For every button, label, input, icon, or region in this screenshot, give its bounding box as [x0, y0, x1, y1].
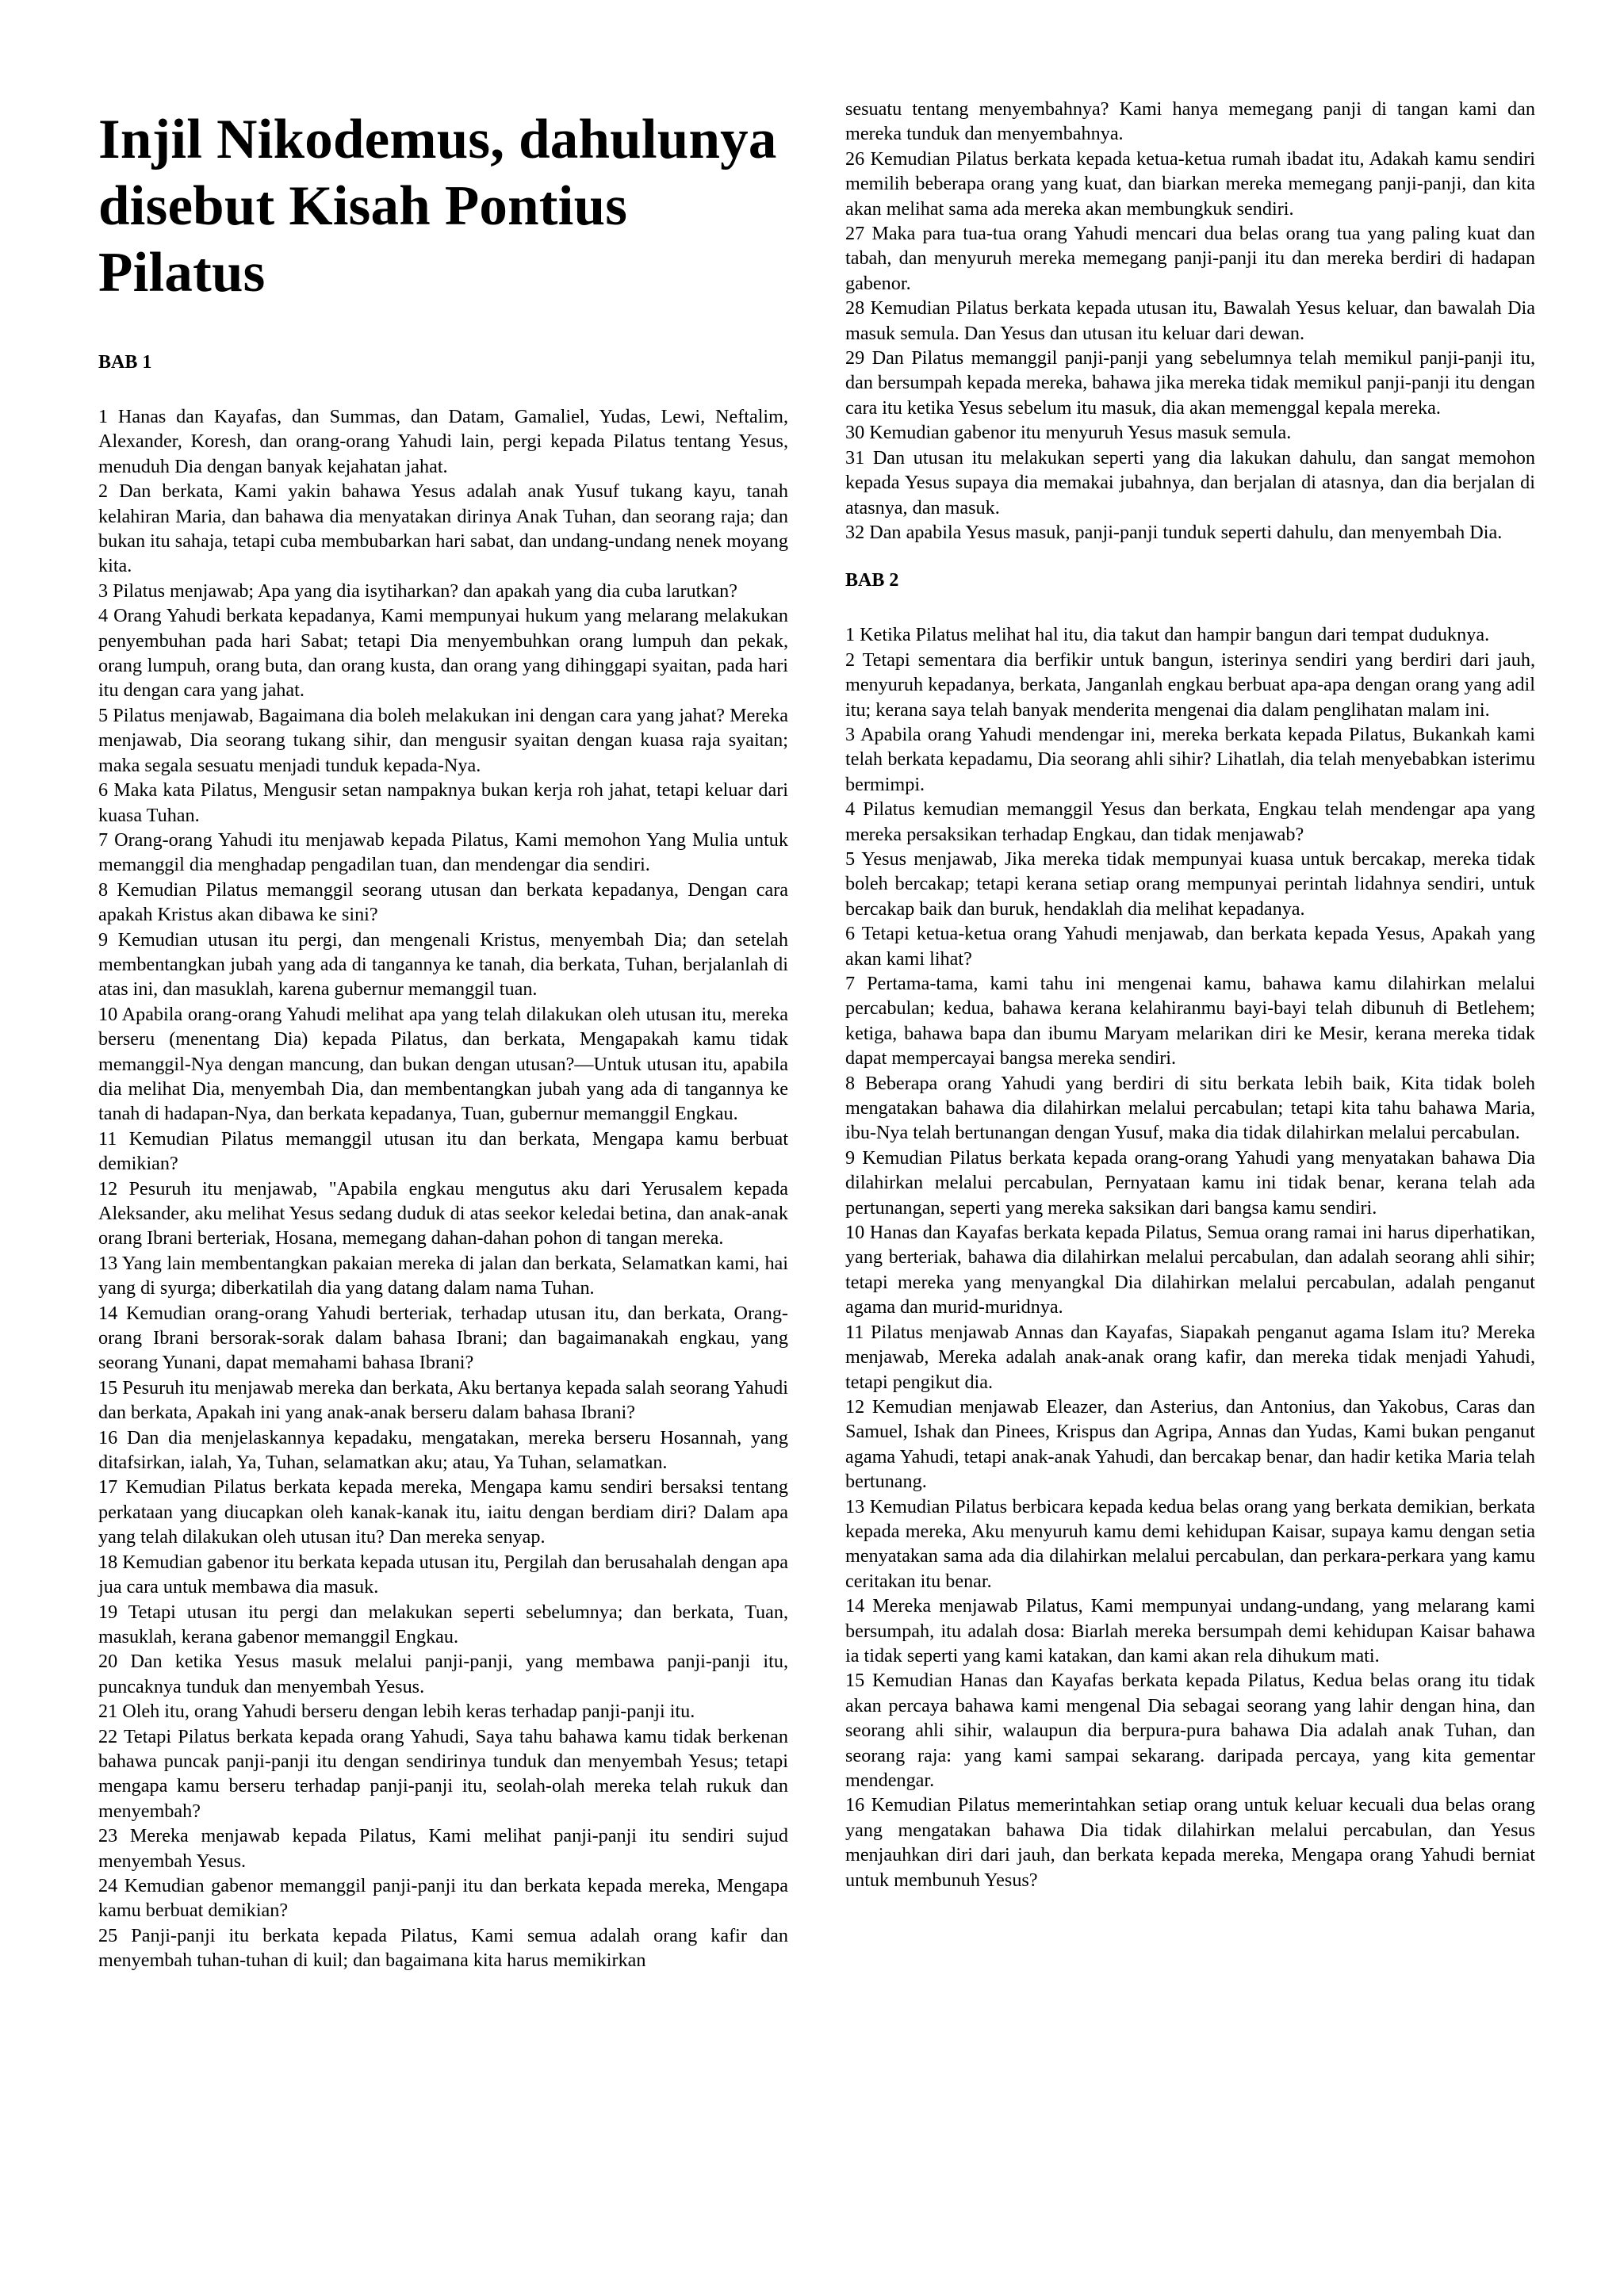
verse: sesuatu tentang menyembahnya? Kami hanya memegang panji di tangan kami dan mereka tunduk dan menyembahnya. — [845, 98, 1535, 145]
verse: 17 Kemudian Pilatus berkata kepada mereka, Mengapa kamu sendiri bersaksi tentang perkataan yang diucapkan oleh kanak-kanak itu, iaitu dengan berdiam diri? Dalam apa yang telah dilakukan oleh utusan itu? Dan mereka senyap. — [98, 1476, 788, 1548]
verse: 5 Pilatus menjawab, Bagaimana dia boleh melakukan ini dengan cara yang jahat? Mereka menjawab, Dia seorang tukang sihir, dan mengusir syaitan dengan kuasa raja syaitan; maka segala sesuatu menjadi tunduk kepada-Nya. — [98, 704, 788, 776]
verse: 1 Hanas dan Kayafas, dan Summas, dan Datam, Gamaliel, Yudas, Lewi, Neftalim, Alexander, Koresh, dan orang-orang Yahudi lain, pergi kepada Pilatus tentang Yesus, menuduh Dia dengan banyak kejahatan jahat. — [98, 406, 788, 477]
chapter-1-verses-right — [845, 97, 1535, 545]
verse: 13 Yang lain membentangkan pakaian mereka di jalan dan berkata, Selamatkan kami, hai yang di syurga; diberkatilah dia yang datang dalam nama Tuhan. — [98, 1252, 788, 1299]
verse: 9 Kemudian Pilatus berkata kepada orang-orang Yahudi yang menyatakan bahawa Dia dilahirkan melalui percabulan, Pernyataan kamu ini tidak benar, kerana telah ada pertunangan, seperti yang mereka saksikan dari bangsa kamu sendiri. — [845, 1146, 1535, 1219]
verse: 6 Maka kata Pilatus, Mengusir setan nampaknya bukan kerja roh jahat, tetapi keluar dari kuasa Tuhan. — [98, 779, 788, 826]
verse: 8 Kemudian Pilatus memanggil seorang utusan dan berkata kepadanya, Dengan cara apakah Kristus akan dibawa ke sini? — [98, 878, 788, 926]
verse: 14 Mereka menjawab Pilatus, Kami mempunyai undang-undang, yang melarang kami bersumpah, itu adalah dosa: Biarlah mereka bersumpah demi kehidupan Kaisar bahawa ia tidak seperti yang kami katakan, dan kami akan rela dihukum mati. — [845, 1595, 1535, 1667]
chapter-1-heading: BAB 1 — [98, 352, 152, 373]
verse: 10 Apabila orang-orang Yahudi melihat apa yang telah dilakukan oleh utusan itu, mereka berseru (menentang Dia) kepada Pilatus, dan berkata, Mengapakah kamu tidak memanggil-Nya dengan mancung, dan bukan dengan utusan?—Untuk utusan itu, apabila dia melihat Dia, menyembah Dia, dan membentangkan jubah yang ada di tangannya ke tanah di hadapan-Nya, dan berkata kepadanya, Tuan, gubernur memanggil Engkau. — [98, 1003, 788, 1125]
right-column — [845, 97, 1535, 2225]
verse: 7 Orang-orang Yahudi itu menjawab kepada Pilatus, Kami memohon Yang Mulia untuk memanggil dia menghadap pengadilan tuan, dan mendengar dia sendiri. — [98, 828, 788, 876]
chapter-2-verses — [845, 622, 1535, 1892]
verse: 2 Dan berkata, Kami yakin bahawa Yesus adalah anak Yusuf tukang kayu, tanah kelahiran Maria, dan bahawa dia menyatakan dirinya Anak Tuhan, dan seorang raja; dan bukan itu sahaja, tetapi cuba membubarkan hari sabat, dan undang-undang nenek moyang kita. — [98, 480, 788, 577]
verse: 5 Yesus menjawab, Jika mereka tidak mempunyai kuasa untuk bercakap, mereka tidak boleh bercakap; tetapi kerana setiap orang mempunyai perintah lidahnya sendiri, untuk bercakap baik dan buruk, hendaklah dia melihat kepadanya. — [845, 848, 1535, 920]
verse: 10 Hanas dan Kayafas berkata kepada Pilatus, Semua orang ramai ini harus diperhatikan, yang berteriak, bahawa dia dilahirkan melalui percabulan, dan adalah seorang ahli sihir; tetapi mereka yang menyangkal Dia dilahirkan melalui percabulan, adalah penganut agama dan murid-muridnya. — [845, 1222, 1535, 1318]
verse: 6 Tetapi ketua-ketua orang Yahudi menjawab, dan berkata kepada Yesus, Apakah yang akan kami lihat? — [845, 923, 1535, 970]
document-title: Injil Nikodemus, dahulunya disebut Kisah Pontius Pilatus — [98, 109, 777, 304]
verse: 1 Ketika Pilatus melihat hal itu, dia takut dan hampir bangun dari tempat duduknya. — [845, 624, 1490, 646]
verse: 18 Kemudian gabenor itu berkata kepada utusan itu, Pergilah dan berusahalah dengan apa jua cara untuk membawa dia masuk. — [98, 1551, 788, 1598]
verse: 22 Tetapi Pilatus berkata kepada orang Yahudi, Saya tahu bahawa kamu tidak berkenan bahawa puncak panji-panji itu dengan sendirinya tunduk dan menyembah Yesus; tetapi mengapa kamu berseru terhadap panji-panji itu, seolah-olah mereka telah rukuk dan menyembah? — [98, 1725, 788, 1822]
verse: 11 Pilatus menjawab Annas dan Kayafas, Siapakah penganut agama Islam itu? Mereka menjawab, Mereka adalah anak-anak orang kafir, dan mereka tidak menjadi Yahudi, tetapi pengikut dia. — [845, 1321, 1535, 1393]
verse: 15 Pesuruh itu menjawab mereka dan berkata, Aku bertanya kepada salah seorang Yahudi dan berkata, Apakah ini yang anak-anak berseru dalam bahasa Ibrani? — [98, 1376, 788, 1424]
verse: 14 Kemudian orang-orang Yahudi berteriak, terhadap utusan itu, dan berkata, Orang-orang Ibrani bersorak-sorak dalam bahasa Ibrani; dan bagaimanakah engkau, yang seorang Yunani, dapat memahami bahasa Ibrani? — [98, 1302, 788, 1374]
verse: 29 Dan Pilatus memanggil panji-panji yang sebelumnya telah memikul panji-panji itu, dan bersumpah kepada mereka, bahawa jika mereka tidak memikul panji-panji itu dengan cara itu ketika Yesus sebelum itu masuk, dia akan memenggal kepala mereka. — [845, 347, 1535, 419]
verse: 12 Pesuruh itu menjawab, "Apabila engkau mengutus aku dari Yerusalem kepada Aleksander, aku melihat Yesus sedang duduk di atas seekor keledai betina, dan anak-anak orang Ibrani berteriak, Hosana, memegang dahan-dahan pohon di tangan mereka. — [98, 1177, 788, 1249]
verse: 12 Kemudian menjawab Eleazer, dan Asterius, dan Antonius, dan Yakobus, Caras dan Samuel, Ishak dan Pinees, Krispus dan Agripa, Annas dan Yudas, Kami bukan penganut agama Yahudi, tetapi anak-anak Yahudi, dan bercakap benar, dan hadir ketika Maria telah bertunang. — [845, 1395, 1535, 1493]
verse: 4 Orang Yahudi berkata kepadanya, Kami mempunyai hukum yang melarang melakukan penyembuhan pada hari Sabat; tetapi Dia menyembuhkan orang lumpuh dan pekak, orang lumpuh, orang buta, dan orang kusta, dan orang yang dihinggapi syaitan, pada hari itu dengan cara yang jahat. — [98, 605, 788, 702]
verse: 8 Beberapa orang Yahudi yang berdiri di situ berkata lebih baik, Kita tidak boleh mengatakan bahawa dia dilahirkan melalui percabulan; tetapi kita tahu bahawa Maria, ibu-Nya telah bertunangan dengan Yusuf, maka dia tidak dilahirkan melalui percabulan. — [845, 1072, 1535, 1144]
verse: 31 Dan utusan itu melakukan seperti yang dia lakukan dahulu, dan sangat memohon kepada Yesus supaya dia memakai jubahnya, dan berjalan di atasnya, dan dia berjalan di atasnya, dan masuk. — [845, 446, 1535, 519]
verse: 25 Panji-panji itu berkata kepada Pilatus, Kami semua adalah orang kafir dan menyembah tuhan-tuhan di kuil; dan bagaimana kita harus memikirkan — [98, 1924, 788, 1972]
verse: 23 Mereka menjawab kepada Pilatus, Kami melihat panji-panji itu sendiri sujud menyembah Yesus. — [98, 1825, 788, 1872]
verse: 27 Maka para tua-tua orang Yahudi mencari dua belas orang tua yang paling kuat dan tabah, dan menyuruh mereka memegang panji-panji itu dan mereka berdiri di hadapan gabenor. — [845, 223, 1535, 294]
verse: 9 Kemudian utusan itu pergi, dan mengenali Kristus, menyembah Dia; dan setelah membentangkan jubah yang ada di tangannya ke tanah, dia berkata, Tuhan, berjalanlah di atas ini, dan masuklah, karena gubernur memanggil tuan. — [98, 928, 788, 1001]
verse: 26 Kemudian Pilatus berkata kepada ketua-ketua rumah ibadat itu, Adakah kamu sendiri memilih beberapa orang yang kuat, dan biarkan mereka memegang panji-panji, dan kita akan melihat sama ada mereka akan membungkuk sendiri. — [845, 147, 1535, 220]
chapter-1-verses-left — [98, 404, 788, 1973]
verse: 3 Pilatus menjawab; Apa yang dia isytiharkan? dan apakah yang dia cuba larutkan? — [98, 580, 737, 602]
verse: 19 Tetapi utusan itu pergi dan melakukan seperti sebelumnya; dan berkata, Tuan, masuklah, kerana gabenor memanggil Engkau. — [98, 1601, 788, 1647]
verse: 11 Kemudian Pilatus memanggil utusan itu dan berkata, Mengapa kamu berbuat demikian? — [98, 1127, 788, 1175]
verse: 24 Kemudian gabenor memanggil panji-panji itu dan berkata kepada mereka, Mengapa kamu berbuat demikian? — [98, 1874, 788, 1922]
chapter-2-heading: BAB 2 — [845, 570, 899, 591]
verse: 16 Dan dia menjelaskannya kepadaku, mengatakan, mereka berseru Hosannah, yang ditafsirkan, ialah, Ya, Tuhan, selamatkan aku; atau, Ya Tuhan, selamatkan. — [98, 1426, 788, 1474]
verse: 16 Kemudian Pilatus memerintahkan setiap orang untuk keluar kecuali dua belas orang yang mengatakan bahawa Dia tidak dilahirkan melalui percabulan, dan Yesus menjauhkan diri dari jauh, dan berkata kepada mereka, Mengapa orang Yahudi berniat untuk membunuh Yesus? — [845, 1794, 1535, 1891]
verse: 28 Kemudian Pilatus berkata kepada utusan itu, Bawalah Yesus keluar, dan bawalah Dia masuk semula. Dan Yesus dan utusan itu keluar dari dewan. — [845, 297, 1535, 344]
left-column — [98, 97, 788, 2225]
verse: 15 Kemudian Hanas dan Kayafas berkata kepada Pilatus, Kedua belas orang itu tidak akan percaya bahawa kami mengenal Dia sebagai seorang yang lahir dengan hina, dan seorang ahli sihir, walaupun dia berpura-pura bahawa Dia adalah anak Tuhan, dan seorang raja: yang kami sampai sekarang. daripada percaya, yang kita gementar mendengar. — [845, 1670, 1535, 1791]
verse: 2 Tetapi sementara dia berfikir untuk bangun, isterinya sendiri yang berdiri dari jauh, menyuruh kepadanya, berkata, Janganlah engkau berbuat apa-apa dengan orang yang adil itu; kerana saya telah banyak menderita mengenai dia dalam penglihatan malam ini. — [845, 649, 1535, 721]
verse: 4 Pilatus kemudian memanggil Yesus dan berkata, Engkau telah mendengar apa yang mereka persaksikan terhadap Engkau, dan tidak menjawab? — [845, 798, 1535, 845]
verse: 30 Kemudian gabenor itu menyuruh Yesus masuk semula. — [845, 422, 1292, 444]
verse: 21 Oleh itu, orang Yahudi berseru dengan lebih keras terhadap panji-panji itu. — [98, 1701, 695, 1723]
verse: 3 Apabila orang Yahudi mendengar ini, mereka berkata kepada Pilatus, Bukankah kami telah berkata kepadamu, Dia seorang ahli sihir? Lihatlah, dia telah menyebabkan isterimu bermimpi. — [845, 723, 1535, 795]
verse: 20 Dan ketika Yesus masuk melalui panji-panji, yang membawa panji-panji itu, puncaknya tunduk dan menyembah Yesus. — [98, 1651, 788, 1697]
verse: 32 Dan apabila Yesus masuk, panji-panji tunduk seperti dahulu, dan menyembah Dia. — [845, 521, 1503, 543]
verse: 7 Pertama-tama, kami tahu ini mengenai kamu, bahawa kamu dilahirkan melalui percabulan; kedua, bahawa kerana kelahiranmu bayi-bayi telah dibunuh di Betlehem; ketiga, bahawa bapa dan ibumu Maryam melarikan diri ke Mesir, kerana mereka tidak dapat mempercayai bangsa mereka sendiri. — [845, 973, 1535, 1070]
verse: 13 Kemudian Pilatus berbicara kepada kedua belas orang yang berkata demikian, berkata kepada mereka, Aku menyuruh kamu demi kehidupan Kaisar, supaya kamu dengan setia menyatakan sama ada dia dilahirkan melalui percabulan, dan perkara-perkara yang kamu ceritakan itu benar. — [845, 1495, 1535, 1592]
